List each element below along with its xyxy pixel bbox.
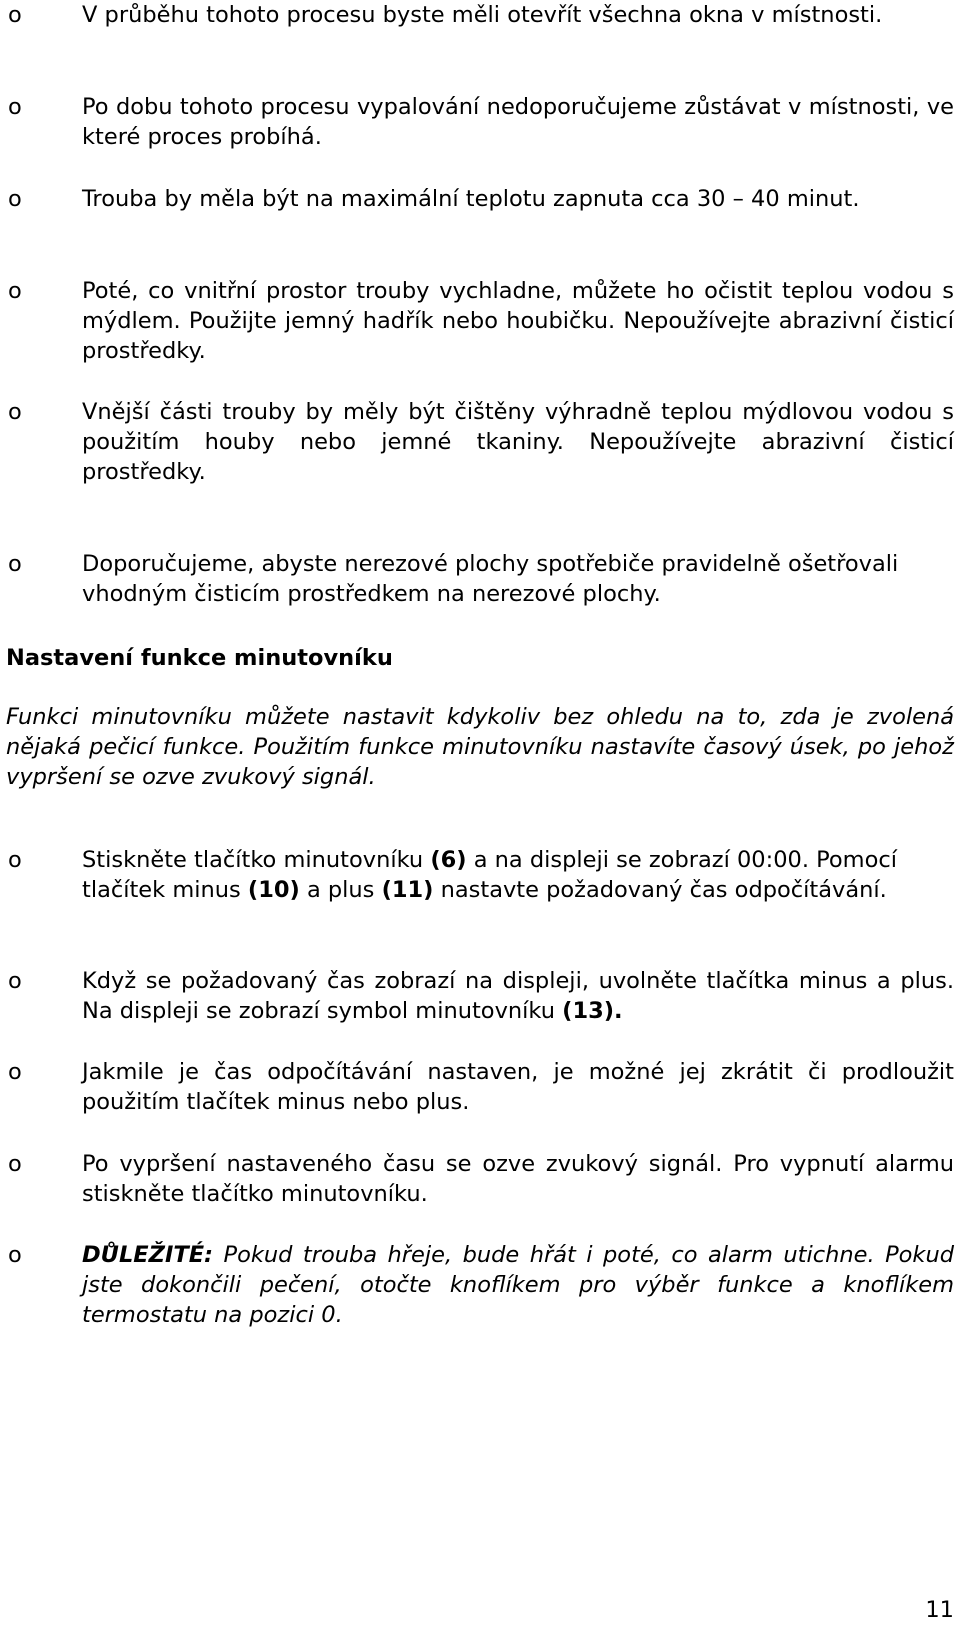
button-ref-10: (10) — [247, 877, 300, 903]
list-item — [8, 845, 954, 905]
list-item-text: Trouba by měla být na maximální teplotu zapnuta cca 30 – 40 minut. — [82, 186, 860, 212]
list-item-text: Jakmile je čas odpočítávání nastaven, je možné jej zkrátit či prodloužit použitím tlačítek minus nebo plus. — [82, 1059, 954, 1115]
list-item — [8, 1057, 954, 1117]
bullet: o — [8, 186, 22, 212]
list-item — [8, 966, 954, 1026]
bullet: o — [8, 551, 22, 577]
list-item-text: Po vypršení nastaveného času se ozve zvukový signál. Pro vypnutí alarmu stiskněte tlačítko minutovníku. — [82, 1151, 954, 1207]
list-item-text: DŮLEŽITÉ: Pokud trouba hřeje, bude hřát i poté, co alarm utichne. Pokud jste dokončili pečení, otočte knoflíkem pro výběr funkce a knoflíkem termostatu na pozici 0. — [82, 1242, 954, 1328]
page-number: 11 — [925, 1597, 954, 1623]
list-item-text: Doporučujeme, abyste nerezové plochy spotřebiče pravidelně ošetřovali vhodným čisticím prostředkem na nerezové plochy. — [82, 551, 899, 607]
bullet: o — [8, 1151, 22, 1177]
list-item-text: V průběhu tohoto procesu byste měli otevřít všechna okna v místnosti. — [82, 2, 883, 28]
section-intro: Funkci minutovníku můžete nastavit kdykoliv bez ohledu na to, zda je zvolená nějaká pečicí funkce. Použitím funkce minutovníku nastavíte časový úsek, po jehož vypršení se ozve zvukový signál. — [6, 704, 954, 790]
button-ref-6: (6) — [430, 847, 467, 873]
bullet: o — [8, 847, 22, 873]
bullet: o — [8, 94, 22, 120]
list-item-text: Vnější části trouby by měly být čištěny výhradně teplou mýdlovou vodou s použitím houby nebo jemné tkaniny. Nepoužívejte abrazivní čisticí prostředky. — [82, 399, 954, 485]
bullet: o — [8, 2, 22, 28]
important-label: DŮLEŽITÉ: — [82, 1242, 214, 1268]
list-item — [8, 397, 954, 487]
list-item-text: Když se požadovaný čas zobrazí na displeji, uvolněte tlačítka minus a plus. Na displeji se zobrazí symbol minutovníku (13). — [82, 968, 954, 1024]
list-item — [8, 1240, 954, 1330]
list-item-text: Poté, co vnitřní prostor trouby vychladne, můžete ho očistit teplou vodou s mýdlem. Použijte jemný hadřík nebo houbičku. Nepoužívejte abrazivní čisticí prostředky. — [82, 278, 954, 364]
list-item-text: Po dobu tohoto procesu vypalování nedoporučujeme zůstávat v místnosti, ve které proces probíhá. — [82, 94, 954, 150]
bullet: o — [8, 399, 22, 425]
list-item — [8, 549, 954, 609]
bullet: o — [8, 968, 22, 994]
bullet: o — [8, 278, 22, 304]
section-heading: Nastavení funkce minutovníku — [6, 645, 393, 671]
list-item — [8, 184, 954, 214]
button-ref-11: (11) — [381, 877, 434, 903]
list-item-text: Stiskněte tlačítko minutovníku (6) a na displeji se zobrazí 00:00. Pomocí tlačítek minus (10) a plus (11) nastavte požadovaný čas odpočítávání. — [82, 847, 897, 903]
symbol-ref-13: (13). — [562, 998, 623, 1024]
bullet: o — [8, 1059, 22, 1085]
bullet: o — [8, 1242, 22, 1268]
list-item — [8, 0, 954, 30]
list-item — [8, 1149, 954, 1209]
list-item — [8, 276, 954, 366]
list-item — [8, 92, 954, 152]
